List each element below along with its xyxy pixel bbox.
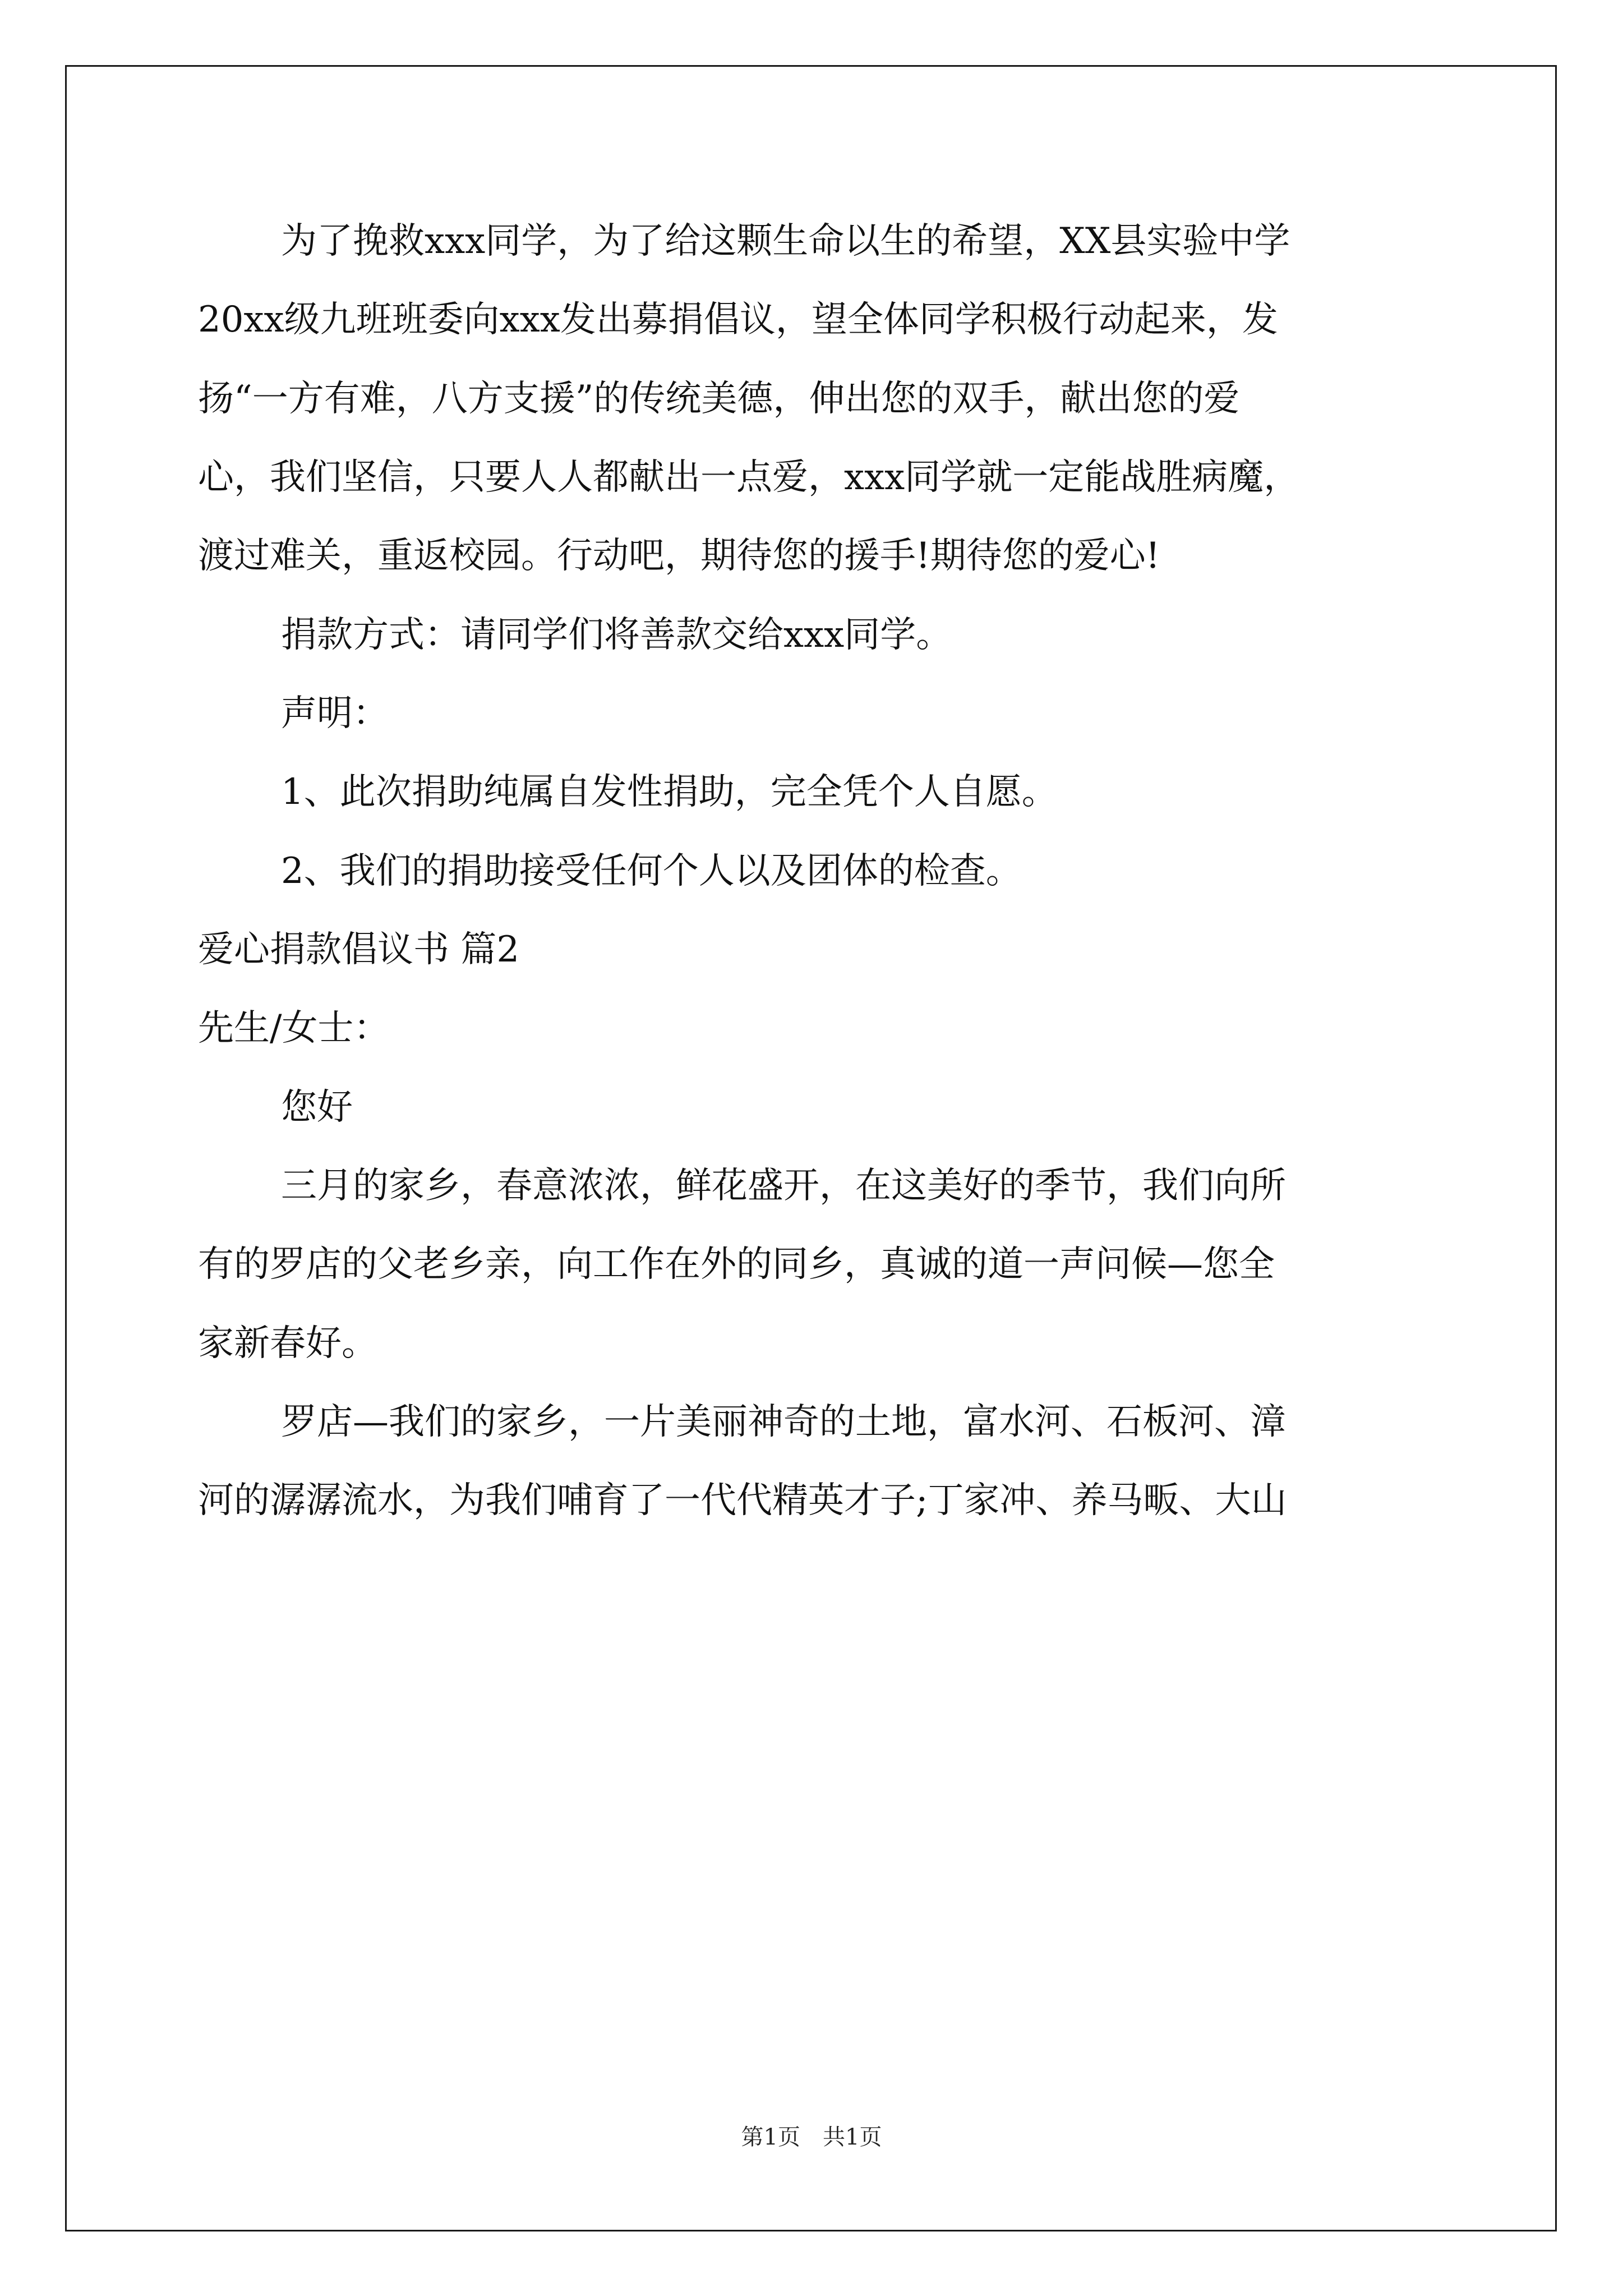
paragraph-line: 心，我们坚信，只要人人都献出一点爱，xxx同学就一定能战胜病魔， xyxy=(198,457,1300,498)
paragraph-line: 河的潺潺流水，为我们哺育了一代代精英才子;丁家冲、养马畈、大山 xyxy=(198,1480,1287,1521)
paragraph-line: 为了挽救xxx同学，为了给这颗生命以生的希望，XX县实验中学 xyxy=(281,220,1290,262)
paragraph-line: 罗店—我们的家乡，一片美丽神奇的土地，富水河、石板河、漳 xyxy=(281,1401,1286,1443)
paragraph-line: 声明： xyxy=(281,693,389,734)
page-number-footer: 第1页 共1页 xyxy=(741,2124,882,2150)
paragraph-line: 有的罗店的父老乡亲，向工作在外的同乡，真诚的道一声问候—您全 xyxy=(198,1244,1275,1285)
paragraph-line: 1、此次捐助纯属自发性捐助，完全凭个人自愿。 xyxy=(281,771,1058,813)
paragraph-line: 渡过难关，重返校园。行动吧，期待您的援手!期待您的爱心! xyxy=(198,535,1160,577)
paragraph-line: 捐款方式：请同学们将善款交给xxx同学。 xyxy=(281,614,952,656)
section-heading: 爱心捐款倡议书 篇2 xyxy=(198,929,520,970)
paragraph-line: 三月的家乡，春意浓浓，鲜花盛开，在这美好的季节，我们向所 xyxy=(281,1165,1286,1207)
greeting: 您好 xyxy=(281,1087,353,1128)
paragraph-line: 2、我们的捐助接受任何个人以及团体的检查。 xyxy=(281,850,1022,892)
salutation: 先生/女士： xyxy=(198,1007,390,1049)
paragraph-line: 家新春好。 xyxy=(198,1323,377,1364)
paragraph-line: 扬“一方有难，八方支援”的传统美德，伸出您的双手，献出您的爱 xyxy=(198,378,1240,420)
paragraph-line: 20xx级九班班委向xxx发出募捐倡议，望全体同学积极行动起来，发 xyxy=(198,299,1278,341)
